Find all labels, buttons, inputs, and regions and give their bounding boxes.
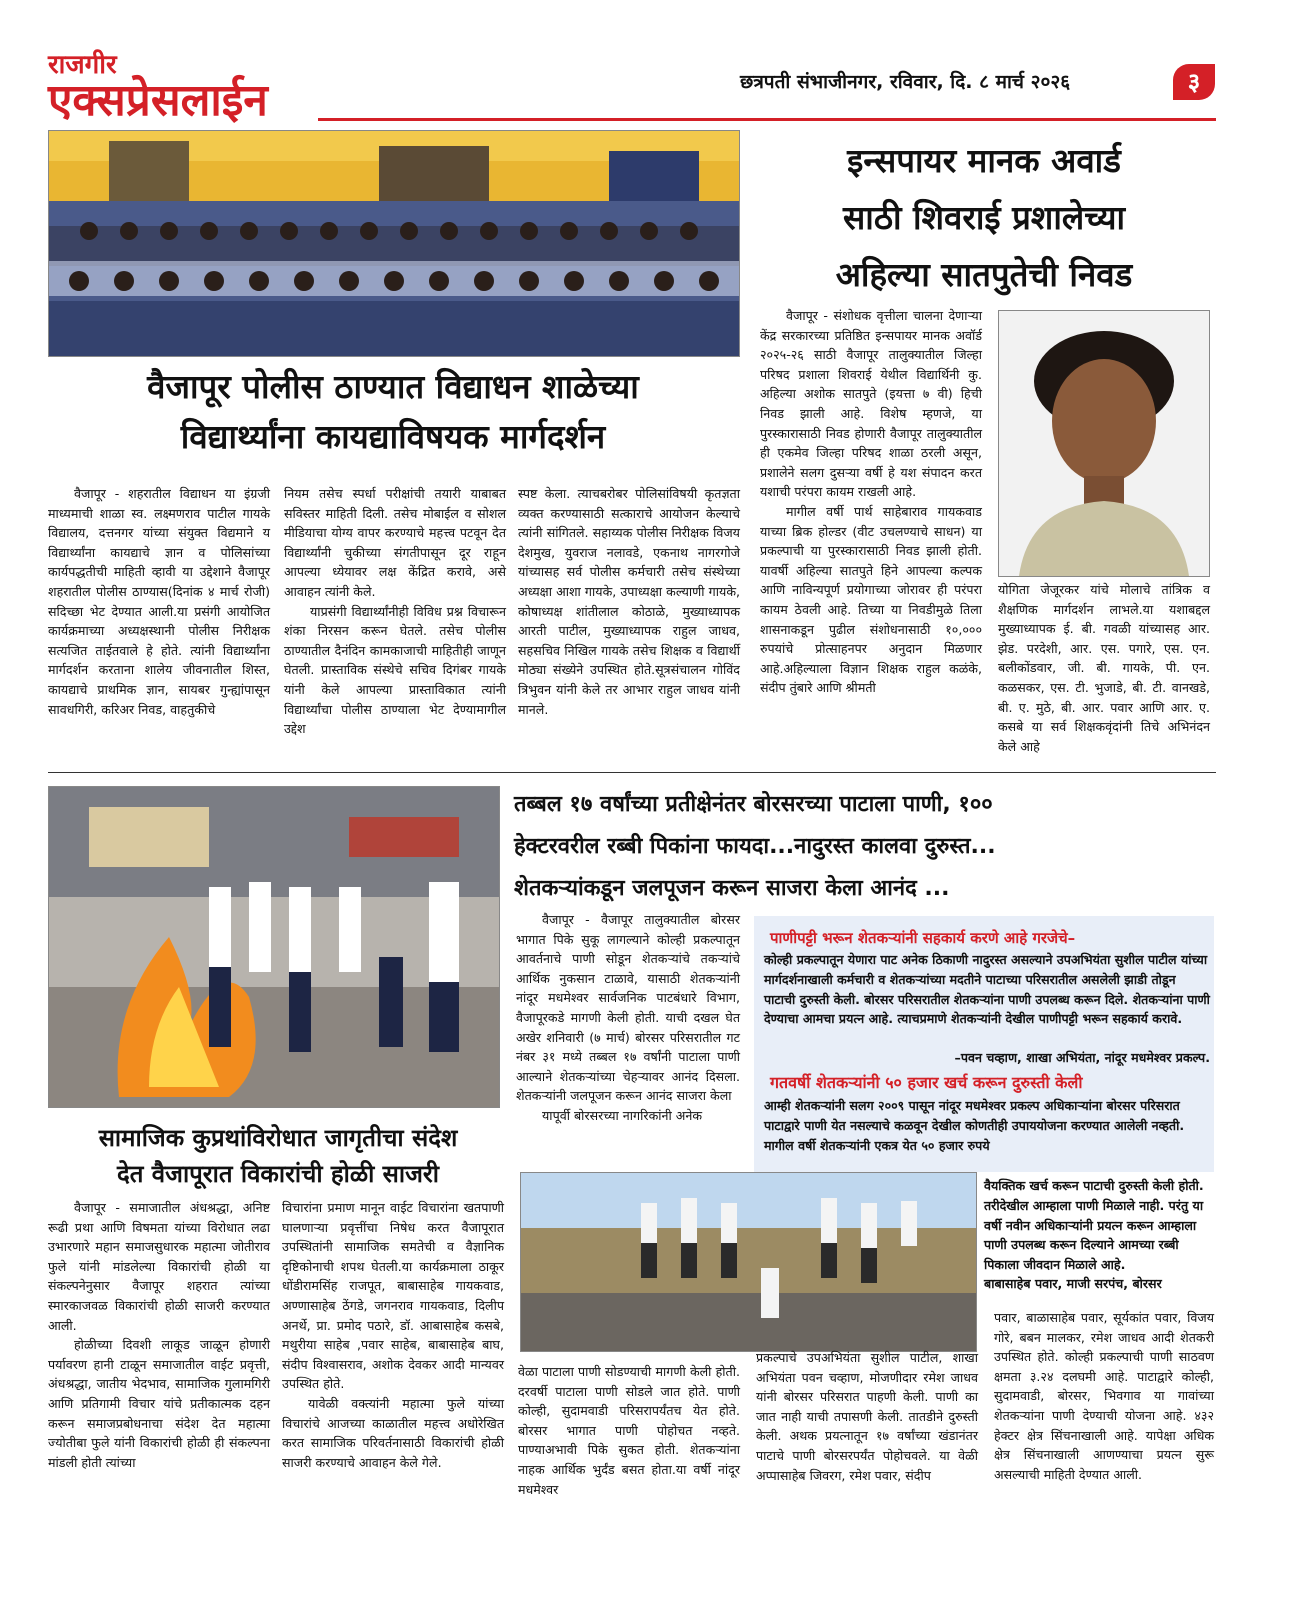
story1-column-1	[48, 484, 270, 719]
story4-col-b-text: प्रकल्पाचे उपअभियंता सुशील पाटील, शाखा अभियंता पवन चव्हाण, मोजणीदार रमेश जाधव यांनी बोरसर परिसरात पाहणी केली. पाणी का जात नाही याची तपासणी केली. तातडीने दुरुस्ती केली. अथक प्रयत्नातून १७ वर्षांच्या खंडानंतर पाटाचे पाणी बोरसरपर्यंत पोहोचवले. या वेळी अप्पासाहेब जिवरग, रमेश पवार, संदीप	[756, 1350, 978, 1483]
story1-col2-para1: नियम तसेच स्पर्धा परीक्षांची तयारी याबाबत सविस्तर माहिती दिली. तसेच मोबाईल व सोशल मीडियाचा योग्य वापर करण्याचे महत्त्व पटवून देत विद्यार्थ्यांनी चुकीच्या संगतीपासून दूर राहून आपल्या ध्येयावर लक्ष केंद्रित करावे, असे आवाहन त्यांनी केले.	[284, 486, 506, 599]
story2-col1-para2: मागील वर्षी पार्थ साहेबाराव गायकवाड याच्या ब्रिक होल्डर (वीट उचलण्याचे साधन) या प्रकल्पाची या पुरस्कारासाठी निवड झाली होती. यावर्षी अहिल्या सातपुते हिने आपल्या कल्पक आणि नाविन्यपूर्ण प्रयोगाच्या जोरावर ही परंपरा कायम ठेवली आहे. तिच्या या निवडीमुळे तिला शासनाकडून पुढील संशोधनासाठी १०,००० रुपयांचे प्रोत्साहनपर अनुदान मिळणार आहे.अहिल्याला विज्ञान शिक्षक राहुल कळंके, संदीप तुंबारे आणि श्रीमती	[760, 503, 982, 696]
story2-column-1	[760, 306, 982, 698]
box2-text: आम्ही शेतकऱ्यांनी सलग २००९ पासून नांदूर मधमेश्वर प्रकल्प अधिकाऱ्यांना बोरसर परिसरात पाटाद्वारे पाणी येत नसल्याचे कळवून देखील कोणतीही उपाययोजना करण्यात आलेली नव्हती. मागील वर्षी शेतकऱ्यांनी एकत्र येत ५० हजार रुपये	[764, 1098, 1185, 1153]
box1-signature: –पवन चव्हाण, शाखा अभियंता, नांदूर मधमेश्वर प्रकल्प.	[954, 1050, 1210, 1065]
story4-headline	[514, 784, 1214, 910]
story3-col2-para2: यावेळी वक्त्यांनी महात्मा फुले यांच्या विचारांचे आजच्या काळातील महत्त्व अधोरेखित करत सामाजिक परिवर्तनासाठी विकारांची होळी साजरी करण्याचे आवाहन केले गेले.	[282, 1395, 504, 1470]
story1-headline-line2: विद्यार्थ्यांना कायद्याविषयक मार्गदर्शन	[180, 417, 606, 456]
story4-col-c-text: पवार, बाळासाहेब पवार, सूर्यकांत पवार, विजय गोरे, बबन मालकर, रमेश जाधव आदी शेतकरी उपस्थित होते. कोल्ही प्रकल्पाची पाणी साठवण क्षमता ३.२४ दलघमी आहे. पाटाद्वारे कोल्ही, सुदामवाडी, बोरसर, भिवगाव या गावांच्या शेतकऱ्यांना पाणी देण्याची योजना आहे. ४३२ हेक्टर क्षेत्र सिंचनाखाली आहे. यापेक्षा अधिक क्षेत्र सिंचनाखाली आणण्याचा प्रयत्न सुरू असल्याची माहिती देण्यात आली.	[994, 1310, 1214, 1482]
story1-column-2	[284, 484, 506, 739]
story1-col2-para2: याप्रसंगी विद्यार्थ्यांनीही विविध प्रश्न विचारून शंका निरसन करून घेतले. तसेच पोलीस ठाण्यातील दैनंदिन कामकाजाची माहितीही जाणून घेतली. प्रास्ताविक संस्थेचे सचिव दिगंबर गायके यांनी केले आपल्या प्रास्ताविकात त्यांनी विद्यार्थ्यांचा पोलीस ठाण्याला भेट देण्यामागील उद्देश	[284, 603, 506, 737]
story3-column-2	[282, 1198, 504, 1472]
story3-column-1	[48, 1198, 270, 1472]
story4-col1-tail: यापूर्वी बोरसरच्या नागरिकांनी अनेक	[542, 1107, 703, 1123]
story4-headline-line1: तब्बल १७ वर्षांच्या प्रतीक्षेनंतर बोरसरच्या पाटाला पाणी, १००	[514, 792, 993, 817]
story4-column-b	[756, 1348, 978, 1485]
story2-col2-text: योगिता जेजूरकर यांचे मोलाचे तांत्रिक व शैक्षणिक मार्गदर्शन लाभले.या यशाबद्दल मुख्याध्यापक ई. बी. गवळी यांच्यासह आर. झेड. परदेशी, आर. एस. पगारे, एस. एन. बलीकोंडवार, जी. बी. गायके, पी. एन. कळसकर, एस. टी. भुजाडे, बी. टी. वानखडे, बी. ए. मुठे, बी. आर. पवार आणि आर. ए. कसबे या सर्व शिक्षकवृंदांनी तिचे अभिनंदन केले आहे	[998, 582, 1210, 754]
story3-headline	[48, 1120, 508, 1192]
school-group-photo	[48, 130, 740, 357]
story3-headline-line1: सामाजिक कुप्रथांविरोधात जागृतीचा संदेश	[98, 1124, 458, 1152]
dateline: छत्रपती संभाजीनगर, रविवार, दि. ८ मार्च २०२६	[740, 71, 1071, 93]
story4-col1-text: वैजापूर - वैजापूर तालुक्यातील बोरसर भागात पिके सुकू लागल्याने कोल्ही प्रकल्पातून आवर्तनाचे पाणी सोडून शेतकऱ्यांचे तकऱ्यांचे आर्थिक नुकसान टाळावे, यासाठी शेतकऱ्यांनी नांदूर मधमेश्वर सार्वजनिक पाटबंधारे विभाग, वैजापूरकडे मागणी केली होती. याची दखल घेत अखेर शनिवारी (७ मार्च) बोरसर परिसरातील गट नंबर ३१ मध्ये तब्बल १७ वर्षांनी पाटाला पाणी आल्याने शेतकऱ्यांच्या चेहऱ्यावर आनंद दिसला. शेतकऱ्यांनी जलपूजन करून आनंद साजरा केला	[516, 912, 740, 1104]
box2-side-text: वैयक्तिक खर्च करून पाटाची दुरुस्ती केली होती. तरीदेखील आम्हाला पाणी मिळाले नाही. परंतु या वर्षी नवीन अधिकाऱ्यांनी प्रयत्न करून आम्हाला पाणी उपलब्ध करून दिल्याने आमच्या रब्बी पिकाला जीवदान मिळाले आहे.	[984, 1176, 1214, 1275]
section-divider	[48, 772, 1216, 773]
masthead-rule	[318, 118, 1216, 121]
box1-text: कोल्ही प्रकल्पातून येणारा पाट अनेक ठिकाणी नादुरस्त असल्याने उपअभियंता सुशील पाटील यांच्या मार्गदर्शनाखाली कर्मचारी व शेतकऱ्यांच्या मदतीने पाटाच्या परिसरातील असलेली झाडी तोडून पाटाची दुरुस्ती केली. बोरसर परिसरातील शेतकऱ्यांना पाणी उपलब्ध करून दिले. शेतकऱ्यांना पाणी देण्याचा आमचा प्रयत्न आहे. त्याचप्रमाणे शेतकऱ्यांनी देखील पाणीपट्टी भरून सहकार्य करावे.	[764, 952, 1210, 1027]
story2-headline-line3: अहिल्या सातपुतेची निवड	[835, 255, 1133, 294]
box2-title: गतवर्षी शेतकऱ्यांनी ५० हजार खर्च करून दुरुस्ती केली	[770, 1073, 1083, 1092]
story2-column-2	[998, 580, 1210, 756]
box1-title: पाणीपट्टी भरून शेतकऱ्यांनी सहकार्य करणे आहे गरजेचे–	[770, 929, 1076, 947]
story1-headline	[48, 362, 738, 462]
story2-headline	[752, 132, 1216, 303]
story3-col2-para1: विचारांना प्रमाण मानून वाईट विचारांना खतपाणी घालणाऱ्या प्रवृत्तींचा निषेध करत वैजापूरात उपस्थितांनी सामाजिक समतेची व वैज्ञानिक दृष्टिकोनाची शपथ घेतली.या कार्यक्रमाला ठाकूर धोंडीरामसिंह राजपूत, बाबासाहेब गायकवाड, अण्णासाहेब ठेंगडे, जगनराव गायकवाड, दिलीप अनर्थे, प्रा. प्रमोद पठारे, डॉ. आबासाहेब कसबे, मथुरीया साहेब ,पवार साहेब, बाबासाहेब बाघ, संदीप विश्वासराव, अशोक देवकर आदी मान्यवर उपस्थित होते.	[282, 1200, 504, 1392]
story3-headline-line2: देत वैजापूरात विकारांची होळी साजरी	[117, 1160, 439, 1188]
masthead-brand-name: एक्सप्रेसलाईन	[48, 75, 268, 126]
story2-headline-line2: साठी शिवराई प्रशालेच्या	[842, 198, 1126, 237]
story1-col3-text: स्पष्ट केला. त्याचबरोबर पोलिसांविषयी कृतज्ञता व्यक्त करण्यासाठी सत्काराचे आयोजन केल्याचे त्यांनी सांगितले. सहाय्यक पोलीस निरीक्षक विजय देशमुख, युवराज नलावडे, एकनाथ नागरगोजे यांच्यासह सर्व पोलीस कर्मचारी तसेच संस्थेच्या अध्यक्षा आशा गायके, उपाध्यक्षा कल्याणी गायके, कोषाध्यक्ष शांतीलाल कोठाळे, मुख्याध्यापक आरती पाटील, मुख्याध्यापक राहुल जाधव, सहसचिव निखिल गायके तसेच शिक्षक व विद्यार्थी मोठ्या संख्येने उपस्थित होते.सूत्रसंचालन गोविंद त्रिभुवन यांनी केले तर आभार राहुल जाधव यांनी मानले.	[518, 486, 740, 717]
story4-column-c	[994, 1308, 1214, 1484]
masthead-brand-top: राजगीर	[48, 50, 117, 80]
story4-col-a-text: वेळा पाटाला पाणी सोडण्याची मागणी केली होती. दरवर्षी पाटाला पाणी सोडले जात होते. पाणी कोल्ही, सुदामवाडी परिसरापर्यंतच येत होते. बोरसर भागात पाणी पोहोचत नव्हते. पाण्याअभावी पिके सुकत होती. शेतकऱ्यांना नाहक आर्थिक भुर्दंड बसत होता.या वर्षी नांदूर मधमेश्वर	[518, 1364, 740, 1497]
holi-event-photo	[48, 786, 500, 1108]
story4-headline-line3: शेतकऱ्यांकडून जलपूजन करून साजरा केला आनंद ...	[514, 876, 950, 901]
box2-signature: बाबासाहेब पवार, माजी सरपंच, बोरसर	[984, 1276, 1162, 1291]
farmers-canal-photo	[520, 1172, 977, 1352]
story1-col1-text: वैजापूर - शहरातील विद्याधन या इंग्रजी माध्यमाची शाळा स्व. लक्ष्मणराव पाटील गायके विद्यालय, दत्तनगर यांच्या संयुक्त विद्यमाने य विद्यार्थ्यांना कायद्याचे ज्ञान व पोलिसांच्या कार्यपद्धतीची माहिती व्हावी या उद्देशाने वैजापूर शहरातील पोलीस ठाण्यास(दिनांक ४ मार्च रोजी) सदिच्छा भेट देण्यात आली.या प्रसंगी आयोजित कार्यक्रमाच्या अध्यक्षस्थानी पोलीस निरीक्षक सत्यजित ताईतवाले हे होते. त्यांनी विद्यार्थ्यांना मार्गदर्शन करताना शालेय जीवनातील शिस्त, कायद्याचे प्राथमिक ज्ञान, सायबर गुन्ह्यांपासून सावधगिरी, करिअर निवड, वाहतुकीचे	[48, 486, 270, 717]
story3-col1-para2: होळीच्या दिवशी लाकूड जाळून होणारी पर्यावरण हानी टाळून समाजातील वाईट प्रवृत्ती, अंधश्रद्धा, जातीय भेदभाव, सामाजिक गुलामगिरी आणि प्रतिगामी विचार यांचे प्रतीकात्मक दहन करून समाजप्रबोधनाचा संदेश देत महात्मा ज्योतीबा फुले यांनी विकारांची होळी ही संकल्पना मांडली होती त्यांच्या	[48, 1337, 270, 1470]
story1-column-3	[518, 484, 740, 719]
student-portrait-photo	[998, 310, 1210, 577]
story3-col1-para1: वैजापूर - समाजातील अंधश्रद्धा, अनिष्ट रूढी प्रथा आणि विषमता यांच्या विरोधात लढा उभारणारे महान समाजसुधारक महात्मा जोतीराव फुले यांनी मांडलेल्या विकारांची होळी या संकल्पनेनुसार वैजापूर शहरात त्यांच्या स्मारकाजवळ विकारांची होळी साजरी करण्यात आली.	[48, 1200, 270, 1333]
page-number-badge: ३	[1173, 64, 1215, 100]
story4-column-1	[516, 910, 740, 1126]
story4-headline-line2: हेक्टरवरील रब्बी पिकांना फायदा...नादुरस्त कालवा दुरुस्त...	[514, 834, 996, 859]
story2-headline-line1: इन्सपायर मानक अवार्ड	[847, 141, 1121, 180]
story2-col1-para1: वैजापूर - संशोधक वृत्तीला चालना देणाऱ्या केंद्र सरकारच्या प्रतिष्ठित इन्सपायर मानक अवॉर्ड २०२५-२६ साठी वैजापूर तालुक्यातील जिल्हा परिषद प्रशाला शिवराई येथील विद्यार्थिनी कु. अहिल्या अशोक सातपुते (इयत्ता ७ वी) हिची निवड झाली आहे. विशेष म्हणजे, या पुरस्कारासाठी निवड होणारी वैजापूर तालुक्यातील ही एकमेव जिल्हा परिषद शाळा ठरली असून, प्रशालेने सलग दुसऱ्या वर्षी हे यश संपादन करत यशाची परंपरा कायम राखली आहे.	[760, 308, 982, 500]
story4-column-a	[518, 1362, 740, 1499]
story1-headline-line1: वैजापूर पोलीस ठाण्यात विद्याधन शाळेच्या	[147, 367, 639, 406]
